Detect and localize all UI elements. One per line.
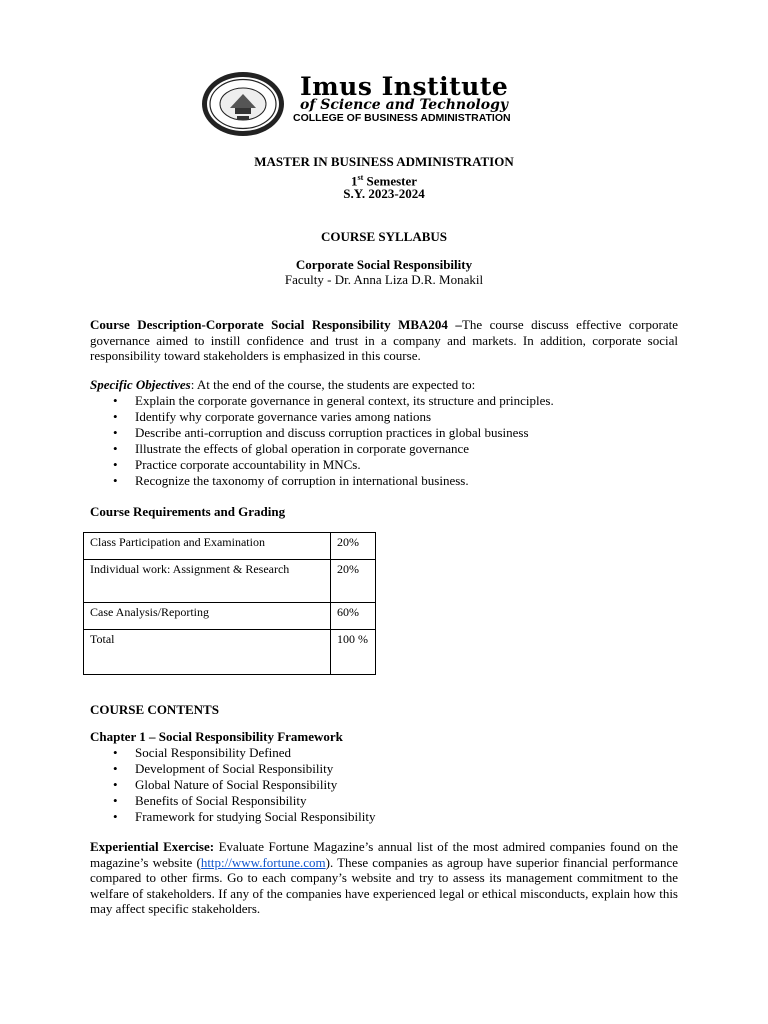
objective-item: • Practice corporate accountability in MNCs. <box>90 457 678 473</box>
table-row <box>84 533 376 560</box>
experiential-exercise <box>90 839 678 917</box>
grading-heading: Course Requirements and Grading <box>90 504 286 519</box>
objectives-intro: : At the end of the course, the students are expected to: <box>190 377 476 392</box>
topic-item: • Framework for studying Social Responsibility <box>90 809 678 825</box>
objectives-label: Specific Objectives <box>90 377 191 392</box>
topic-item: • Development of Social Responsibility <box>90 761 678 777</box>
college-name: COLLEGE OF BUSINESS ADMINISTRATION <box>293 112 511 124</box>
exercise-text-before: Evaluate Fortune Magazine’s annual list of the most admired companies found on the magazine’s website ( <box>90 839 678 870</box>
course-description <box>90 317 678 364</box>
chapter-1-topics <box>90 745 678 825</box>
objective-item: • Explain the corporate governance in general context, its structure and principles. <box>90 393 678 409</box>
course-title: Corporate Social Responsibility <box>295 257 473 272</box>
exercise-text-after: ). These companies as agroup have superior financial performance compared to other firms. Go to each company’s website and try to assess its management commitment to the welfare of stakeholders. If any of the companies have experienced legal or ethical misconducts, explain how this may affect specific stakeholders. <box>90 854 678 916</box>
institution-header <box>200 70 540 140</box>
objective-item: • Identify why corporate governance varies among nations <box>90 409 678 425</box>
fortune-website-link[interactable]: http://www.fortune.com <box>200 854 326 870</box>
grading-item: Case Analysis/Reporting <box>84 603 331 630</box>
semester-suffix: st <box>357 173 364 182</box>
course-contents-heading: COURSE CONTENTS <box>90 702 219 717</box>
course-description-label: Course Description-Corporate Social Responsibility MBA204 – <box>90 317 462 332</box>
specific-objectives <box>90 377 678 489</box>
topic-item: • Social Responsibility Defined <box>90 745 678 761</box>
school-year: S.Y. 2023-2024 <box>343 186 425 201</box>
objective-item: • Describe anti-corruption and discuss corruption practices in global business <box>90 425 678 441</box>
faculty: Faculty - Dr. Anna Liza D.R. Monakil <box>284 272 484 287</box>
course-description-text: The course discuss effective corporate governance aimed to instill confidence and trust in a company and markets. In addition, corporate social responsibility toward stakeholders is emphasized in this course. <box>90 317 678 363</box>
grading-weight: 20% <box>331 560 376 603</box>
table-row <box>84 560 376 603</box>
semester-word: Semester <box>363 173 418 189</box>
objective-item: • Recognize the taxonomy of corruption in international business. <box>90 473 678 489</box>
grading-weight: 20% <box>331 533 376 560</box>
grading-item: Individual work: Assignment & Research <box>84 560 331 603</box>
exercise-label: Experiential Exercise: <box>90 839 215 854</box>
chapter-1 <box>90 729 678 825</box>
grading-weight: 60% <box>331 603 376 630</box>
topic-item: • Global Nature of Social Responsibility <box>90 777 678 793</box>
table-row <box>84 630 376 675</box>
table-row <box>84 603 376 630</box>
grading-item: Total <box>84 630 331 675</box>
syllabus-heading: COURSE SYLLABUS <box>320 229 448 244</box>
topic-item: • Benefits of Social Responsibility <box>90 793 678 809</box>
grading-weight: 100 % <box>331 630 376 675</box>
grading-table <box>83 532 376 675</box>
objectives-list <box>90 393 678 489</box>
objective-item: • Illustrate the effects of global operation in corporate governance <box>90 441 678 457</box>
institute-subtitle: of Science and Technology <box>300 97 509 113</box>
institute-name: Imus Institute <box>300 72 509 101</box>
semester-number: 1 <box>350 173 358 189</box>
grading-item: Class Participation and Examination <box>84 533 331 560</box>
chapter-1-title: Chapter 1 – Social Responsibility Framework <box>90 729 343 744</box>
degree-title: MASTER IN BUSINESS ADMINISTRATION <box>254 154 514 169</box>
institution-seal-logo <box>200 70 286 138</box>
